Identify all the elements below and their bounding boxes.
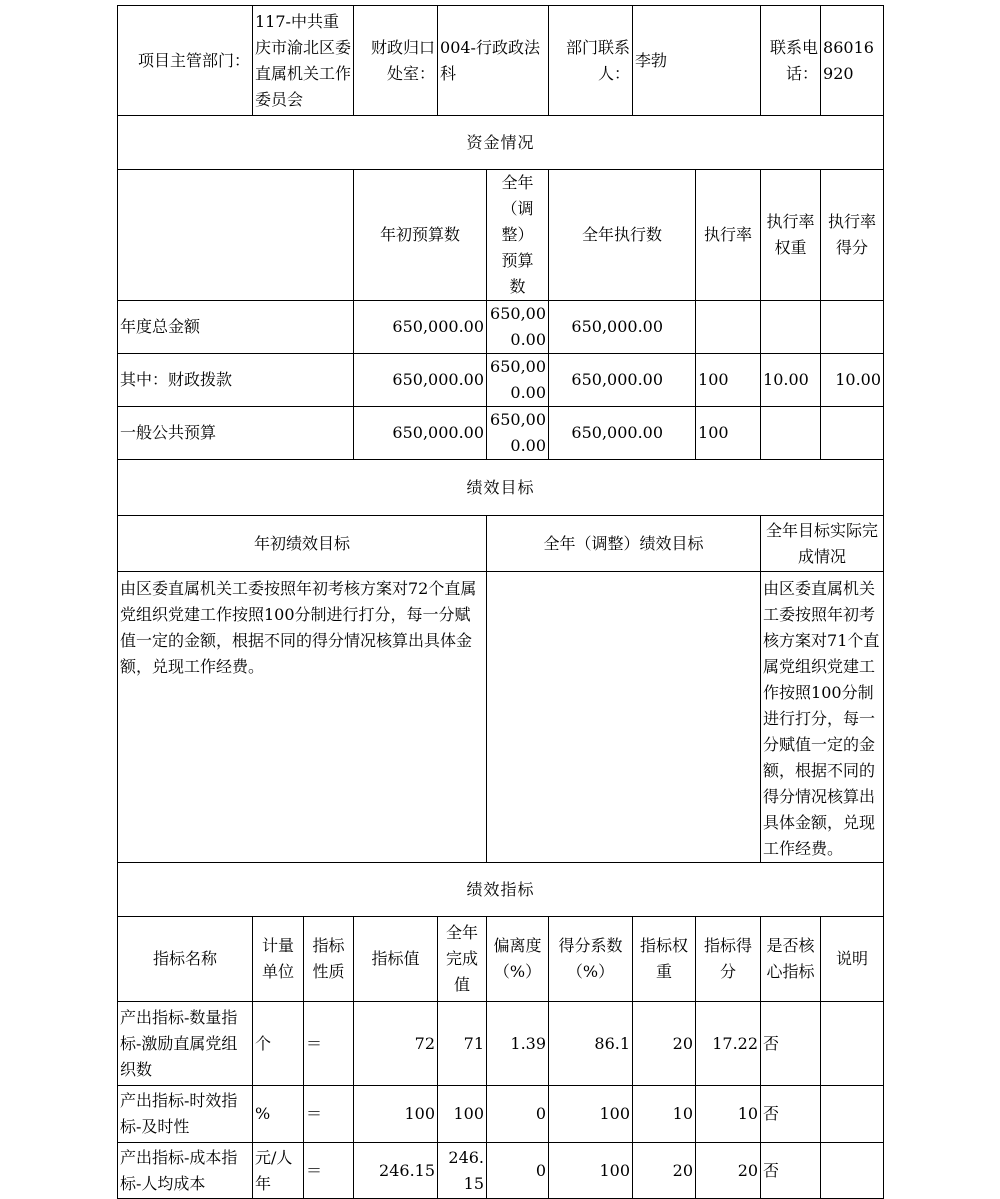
funds-initial: 650,000.00	[354, 301, 487, 354]
dept-value: 117-中共重庆市渝北区委直属机关工作委员会	[253, 6, 354, 116]
goals-col-actual: 全年目标实际完成情况	[761, 516, 884, 572]
funds-executed: 650,000.00	[549, 407, 696, 460]
ind-coef: 100	[549, 1143, 633, 1199]
ind-weight: 20	[633, 1143, 696, 1199]
ind-target: 100	[354, 1086, 438, 1143]
ind-coef: 86.1	[549, 1002, 633, 1086]
ind-nature: ＝	[304, 1143, 354, 1199]
ind-col-note: 说明	[821, 917, 884, 1002]
funds-adjusted: 650,000.00	[487, 354, 549, 407]
funds-score	[821, 301, 884, 354]
funds-col-adjusted: 全年（调整）预算数	[487, 170, 549, 301]
performance-table	[117, 5, 884, 1199]
ind-score: 10	[696, 1086, 761, 1143]
ind-actual: 71	[438, 1002, 487, 1086]
funds-row-label: 一般公共预算	[118, 407, 354, 460]
goals-actual-text: 由区委直属机关工委按照年初考核方案对71个直属党组织党建工作按照100分制进行打分，每一分赋值一定的金额，根据不同的得分情况核算出具体金额，兑现工作经费。	[761, 572, 884, 863]
ind-unit: 个	[253, 1002, 304, 1086]
funds-row-label: 其中：财政拨款	[118, 354, 354, 407]
ind-deviation: 1.39	[487, 1002, 549, 1086]
funds-executed: 650,000.00	[549, 301, 696, 354]
ind-actual: 246.15	[438, 1143, 487, 1199]
funds-rate: 100	[696, 354, 761, 407]
funds-row-label: 年度总金额	[118, 301, 354, 354]
ind-actual: 100	[438, 1086, 487, 1143]
funds-col-rate: 执行率	[696, 170, 761, 301]
ind-name: 产出指标-时效指标-及时性	[118, 1086, 253, 1143]
funds-adjusted: 650,000.00	[487, 407, 549, 460]
goals-content-row	[118, 572, 884, 863]
goals-col-adjusted: 全年（调整）绩效目标	[487, 516, 761, 572]
ind-col-weight: 指标权重	[633, 917, 696, 1002]
ind-nature: ＝	[304, 1002, 354, 1086]
ind-weight: 10	[633, 1086, 696, 1143]
goals-col-initial: 年初绩效目标	[118, 516, 487, 572]
ind-col-unit: 计量单位	[253, 917, 304, 1002]
funds-col-score: 执行率得分	[821, 170, 884, 301]
funds-adjusted: 650,000.00	[487, 301, 549, 354]
ind-col-target: 指标值	[354, 917, 438, 1002]
ind-unit: 元/人年	[253, 1143, 304, 1199]
indicator-row	[118, 1086, 884, 1143]
funds-weight	[761, 301, 821, 354]
funds-header-blank	[118, 170, 354, 301]
ind-col-score: 指标得分	[696, 917, 761, 1002]
ind-note	[821, 1143, 884, 1199]
funds-rate: 100	[696, 407, 761, 460]
ind-col-nature: 指标性质	[304, 917, 354, 1002]
phone-value: 86016920	[821, 6, 884, 116]
funds-col-initial: 年初预算数	[354, 170, 487, 301]
header-row	[118, 6, 884, 116]
ind-core: 否	[761, 1002, 821, 1086]
ind-note	[821, 1086, 884, 1143]
ind-name: 产出指标-成本指标-人均成本	[118, 1143, 253, 1199]
ind-weight: 20	[633, 1002, 696, 1086]
ind-target: 72	[354, 1002, 438, 1086]
goals-header-row	[118, 516, 884, 572]
goals-initial-text: 由区委直属机关工委按照年初考核方案对72个直属党组织党建工作按照100分制进行打分，每一分赋值一定的金额，根据不同的得分情况核算出具体金额，兑现工作经费。	[118, 572, 487, 863]
funds-section-title: 资金情况	[118, 116, 884, 170]
ind-unit: %	[253, 1086, 304, 1143]
funds-weight: 10.00	[761, 354, 821, 407]
funds-initial: 650,000.00	[354, 407, 487, 460]
contact-label: 部门联系人：	[549, 6, 633, 116]
funds-score	[821, 407, 884, 460]
indicator-row	[118, 1002, 884, 1086]
funds-weight	[761, 407, 821, 460]
ind-nature: ＝	[304, 1086, 354, 1143]
ind-deviation: 0	[487, 1143, 549, 1199]
goals-adjusted-text	[487, 572, 761, 863]
ind-score: 20	[696, 1143, 761, 1199]
funds-row	[118, 301, 884, 354]
funds-score: 10.00	[821, 354, 884, 407]
ind-score: 17.22	[696, 1002, 761, 1086]
funds-rate	[696, 301, 761, 354]
ind-core: 否	[761, 1143, 821, 1199]
ind-col-actual: 全年完成值	[438, 917, 487, 1002]
goals-section-title: 绩效目标	[118, 460, 884, 516]
office-value: 004-行政政法科	[438, 6, 549, 116]
ind-col-coef: 得分系数（%）	[549, 917, 633, 1002]
funds-initial: 650,000.00	[354, 354, 487, 407]
dept-label: 项目主管部门：	[118, 6, 253, 116]
funds-row	[118, 354, 884, 407]
ind-core: 否	[761, 1086, 821, 1143]
ind-deviation: 0	[487, 1086, 549, 1143]
funds-col-executed: 全年执行数	[549, 170, 696, 301]
funds-header-row	[118, 170, 884, 301]
indicator-row	[118, 1143, 884, 1199]
phone-label: 联系电话：	[761, 6, 821, 116]
ind-col-name: 指标名称	[118, 917, 253, 1002]
indicators-section-title: 绩效指标	[118, 863, 884, 917]
ind-col-core: 是否核心指标	[761, 917, 821, 1002]
ind-note	[821, 1002, 884, 1086]
contact-value: 李勃	[633, 6, 761, 116]
ind-name: 产出指标-数量指标-激励直属党组织数	[118, 1002, 253, 1086]
office-label: 财政归口处室：	[354, 6, 438, 116]
ind-col-deviation: 偏离度（%）	[487, 917, 549, 1002]
funds-row	[118, 407, 884, 460]
indicators-header-row	[118, 917, 884, 1002]
funds-col-weight: 执行率权重	[761, 170, 821, 301]
funds-executed: 650,000.00	[549, 354, 696, 407]
ind-coef: 100	[549, 1086, 633, 1143]
ind-target: 246.15	[354, 1143, 438, 1199]
